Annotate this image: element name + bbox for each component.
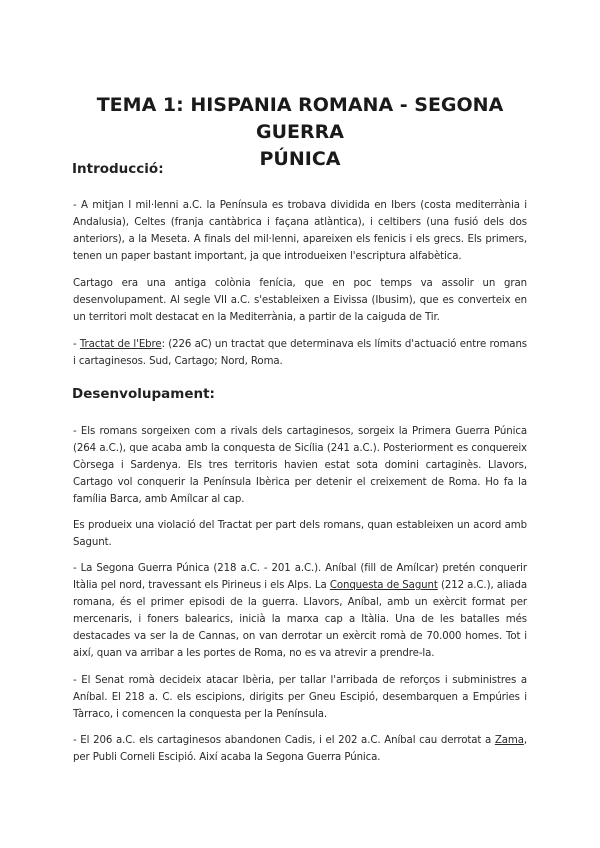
title-line-1: TEMA 1: HISPANIA ROMANA - SEGONA GUERRA xyxy=(96,94,504,143)
tractat-ebre-link[interactable]: Tractat de l'Ebre xyxy=(79,339,162,350)
paragraph-dev-3 xyxy=(73,560,527,662)
paragraph-intro-2: Cartago era una antiga colònia fenícia, que en poc temps va assolir un gran desenvolupament. Al segle VII a.C. s'estableixen a Eivissa (Ibusim), que es converteix en un territori molt destacat en la Mediterrània, a partir de la caiguda de Tir. xyxy=(73,278,527,323)
paragraph-dev-4: - El Senat romà decideix atacar Ibèria, per tallar l'arribada de reforços i subministres a Aníbal. El 218 a. C. els escipions, dirigits per Gneu Escipió, desembarquen a Empúries i Tàrraco, i comencen la conquesta per la Península. xyxy=(73,675,527,720)
section-heading-introduccio: Introducció: xyxy=(72,161,164,177)
paragraph-dev-3-start: - La Segona Guerra Púnica (218 a.C. - 201 a.C.). Aníbal (fill de Amílcar) pretén conquerir Itàlia pel nord, travessant els Pirineus i els Alps. La xyxy=(73,563,527,591)
paragraph-intro-1: - A mitjan I mil·lenni a.C. la Península es trobava dividida en Ibers (costa mediterrània i Andalusia), Celtes (franja cantàbrica i façana atlàntica), i celtibers (una fusió dels dos anteriors), a la Meseta. A finals del mil·lenni, apareixen els fenicis i els grecs. Els primers, tenen un paper bastant important, ja que introdueixen l'escriptura alfabètica. xyxy=(73,200,527,262)
zama-link[interactable]: Zama xyxy=(494,735,524,746)
paragraph-dev-5 xyxy=(73,732,527,766)
paragraph-dev-3-end: (212 a.C.), aliada romana, és el primer episodi de la guerra. Llavors, Aníbal, amb un exèrcit format per mercenaris, i foners balearics, inicià la marxa cap a Itàlia. Una de les batalles més destacades va ser la de Cannas, on van derrotar un exèrcit romà de 70.000 homes. Tot i així, quan va arribar a les portes de Roma, no es va atrevir a prendre-la. xyxy=(73,580,528,659)
paragraph-intro-3-text: : (226 aC) un tractat que determinava els límits d'actuació entre romans i cartaginesos. Sud, Cartago; Nord, Roma. xyxy=(73,339,528,367)
paragraph-dev-1: - Els romans sorgeixen com a rivals dels cartaginesos, sorgeix la Primera Guerra Púnica (264 a.C.), que acaba amb la conquesta de Sicília (241 a.C.). Posteriorment es conquereix Còrsega i Sardenya. Els tres territoris havien estat sota domini cartaginès. Llavors, Cartago vol conquerir la Península Ibèrica per detenir el creixement de Roma. Ho fa la família Barca, amb Amílcar al cap. xyxy=(73,426,527,505)
conquesta-sagunt-link[interactable]: Conquesta de Sagunt xyxy=(329,580,438,591)
paragraph-dev-5-start: - El 206 a.C. els cartaginesos abandonen Cadis, i el 202 a.C. Aníbal cau derrotat a xyxy=(73,735,495,746)
paragraph-dev-2: Es produeix una violació del Tractat per part dels romans, quan estableixen un acord amb Sagunt. xyxy=(73,520,527,548)
paragraph-dev-5-end: , per Publi Corneli Escipió. Així acaba la Segona Guerra Púnica. xyxy=(73,735,527,763)
title-line-2: PÚNICA xyxy=(259,148,341,170)
section-heading-desenvolupament: Desenvolupament: xyxy=(72,386,215,402)
paragraph-intro-3: - Tractat de l'Ebre: (226 aC) un tractat que determinava els límits d'actuació entre romans i cartaginesos. Sud, Cartago; Nord, Roma. xyxy=(73,339,528,367)
